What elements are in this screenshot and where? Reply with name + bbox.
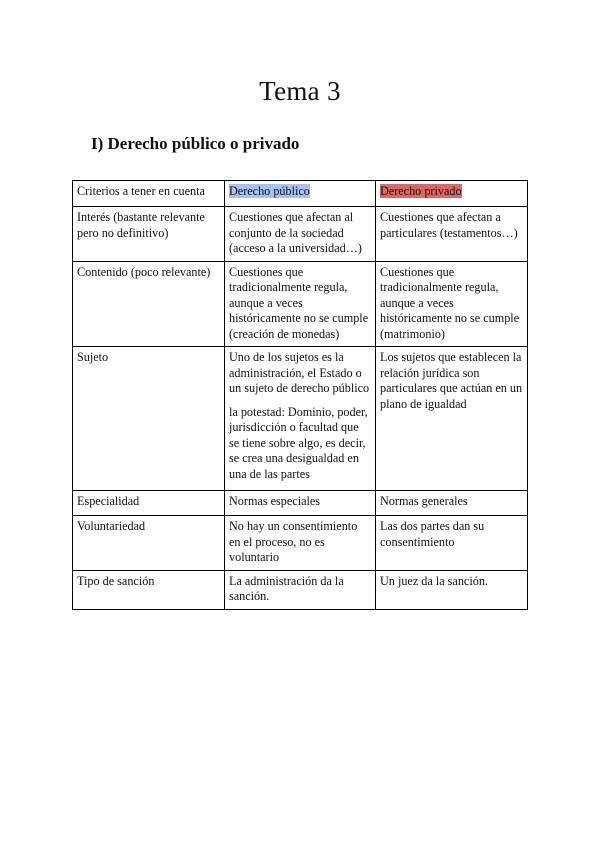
header-private [376, 181, 528, 207]
header-public [225, 181, 376, 207]
public-paragraph: la potestad: Dominio, poder, jurisdicción o facultad que se tiene sobre algo, es decir, se crea una desigualdad en una de las partes [229, 404, 368, 481]
private-paragraph: Cuestiones que afectan a particulares (testamentos…) [380, 210, 518, 240]
public-paragraph: La administración da la sanción. [229, 573, 344, 603]
table-row [73, 491, 528, 516]
private-paragraph: Normas generales [380, 494, 468, 508]
private-paragraph: Las dos partes dan su consentimiento [380, 519, 485, 549]
criterion-cell: Voluntariedad [73, 516, 225, 571]
criterion-cell: Sujeto [73, 347, 225, 491]
public-paragraph: No hay un consentimiento en el proceso, no es voluntario [229, 519, 358, 564]
private-cell [376, 516, 528, 571]
private-cell [376, 347, 528, 491]
table-body [73, 207, 528, 610]
public-cell [225, 491, 376, 516]
private-highlight: Derecho privado [380, 184, 462, 198]
comparison-table [72, 180, 528, 610]
table-row [73, 347, 528, 491]
table-row [73, 261, 528, 347]
header-criteria: Criterios a tener en cuenta [73, 181, 225, 207]
private-paragraph: Los sujetos que establecen la relación jurídica son particulares que actúan en un plano de igualdad [380, 350, 523, 411]
public-cell [225, 207, 376, 262]
public-paragraph: Uno de los sujetos es la administración, el Estado o un sujeto de derecho público [229, 350, 370, 395]
private-cell [376, 570, 528, 609]
criterion-cell: Interés (bastante relevante pero no definitivo) [73, 207, 225, 262]
criterion-cell: Especialidad [73, 491, 225, 516]
public-highlight: Derecho público [229, 184, 310, 198]
public-cell [225, 261, 376, 347]
criterion-cell: Tipo de sanción [73, 570, 225, 609]
public-paragraph: Cuestiones que tradicionalmente regula, aunque a veces históricamente no se cumple (creación de monedas) [229, 264, 369, 341]
table-row [73, 516, 528, 571]
private-cell [376, 491, 528, 516]
public-cell [225, 570, 376, 609]
table-header-row [73, 181, 528, 207]
private-paragraph: Un juez da la sanción. [380, 573, 488, 588]
page-title: Tema 3 [259, 76, 341, 106]
private-paragraph: Cuestiones que tradicionalmente regula, aunque a veces históricamente no se cumple (matrimonio) [380, 264, 520, 341]
criterion-cell: Contenido (poco relevante) [73, 261, 225, 347]
table-row [73, 570, 528, 609]
table-row [73, 207, 528, 262]
section-heading: I) Derecho público o privado [91, 134, 300, 153]
private-cell [376, 207, 528, 262]
private-cell [376, 261, 528, 347]
public-paragraph: Normas especiales [229, 494, 321, 508]
public-cell [225, 516, 376, 571]
public-paragraph: Cuestiones que afectan al conjunto de la sociedad (acceso a la universidad…) [229, 210, 362, 255]
public-cell [225, 347, 376, 491]
